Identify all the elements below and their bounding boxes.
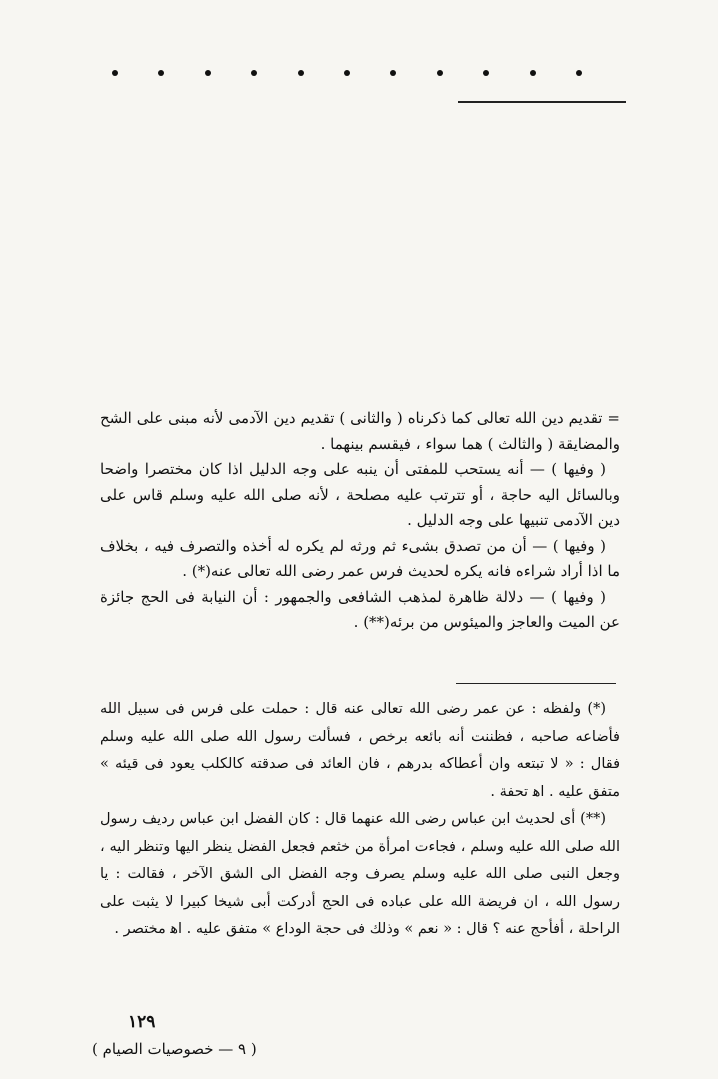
ornament-dot xyxy=(437,70,443,76)
ornament-dot xyxy=(112,70,118,76)
paragraph: ( وفيها ) — أن من تصدق بشىء ثم ورثه لم يكره له أخذه والتصرف فيه ، بخلاف ما اذا أراد شراءه فانه يكره لحديث فرس عمر رضى الله تعالى عنه(*) . xyxy=(100,536,620,580)
ornament-dot xyxy=(251,70,257,76)
main-text xyxy=(100,406,620,636)
footnotes xyxy=(100,696,620,944)
ornament-dot xyxy=(205,70,211,76)
page-number: ١٢٩ xyxy=(128,1012,156,1032)
ornament-dot xyxy=(298,70,304,76)
paragraph: ( وفيها ) — أنه يستحب للمفتى أن ينبه على وجه الدليل اذا كان مختصرا واضحا وبالسائل اليه حاجة ، أو تترتب عليه مصلحة ، لأنه صلى الله عليه وسلم قاس على دين الآدمى تنبيها على وجه الدليل . xyxy=(100,460,620,529)
ornament-dot xyxy=(530,70,536,76)
signature-mark: ( ٩ — خصوصيات الصيام ) xyxy=(92,1040,257,1058)
footnote-divider xyxy=(456,683,616,684)
ornament-dot xyxy=(576,70,582,76)
footnote: (**) أى لحديث ابن عباس رضى الله عنهما قال : كان الفضل ابن عباس رديف رسول الله صلى الله عليه وسلم ، فجاءت امرأة من خثعم فجعل الفضل ينظر اليها وتنظر اليه ، وجعل النبى صلى الله عليه وسلم يصرف وجه الفضل الى الشق الآخر ، فقالت : يا رسول الله ، ان فريضة الله على عباده فى الحج أدركت أبى شيخا كبيرا لا يثبت على الراحلة ، أفأحج عنه ؟ قال : « نعم » وذلك فى حجة الوداع » متفق عليه . اﻫ مختصر . xyxy=(100,811,620,937)
header-divider xyxy=(458,101,626,103)
ornament-dot xyxy=(390,70,396,76)
footnote: (*) ولفظه : عن عمر رضى الله تعالى عنه قال : حملت على فرس فى سبيل الله فأضاعه صاحبه ، فظننت أنه بائعه برخص ، فسألت رسول الله صلى الله عليه وسلم فقال : « لا تبتعه وان أعطاكه بدرهم ، فان العائد فى صدقته كالكلب يعود فى قيئه » متفق عليه . اﻫ تحفة . xyxy=(100,701,620,800)
ornament-dot-row xyxy=(112,70,582,76)
paragraph: = تقديم دين الله تعالى كما ذكرناه ( والثانى ) تقديم دين الآدمى لأنه مبنى على الشح والمضايقة ( والثالث ) هما سواء ، فيقسم بينهما . xyxy=(100,409,620,453)
ornament-dot xyxy=(483,70,489,76)
paragraph: ( وفيها ) — دلالة ظاهرة لمذهب الشافعى والجمهور : أن النيابة فى الحج جائزة عن الميت والعاجز والميئوس من برئه(**) . xyxy=(100,587,620,631)
ornament-dot xyxy=(344,70,350,76)
ornament-dot xyxy=(158,70,164,76)
